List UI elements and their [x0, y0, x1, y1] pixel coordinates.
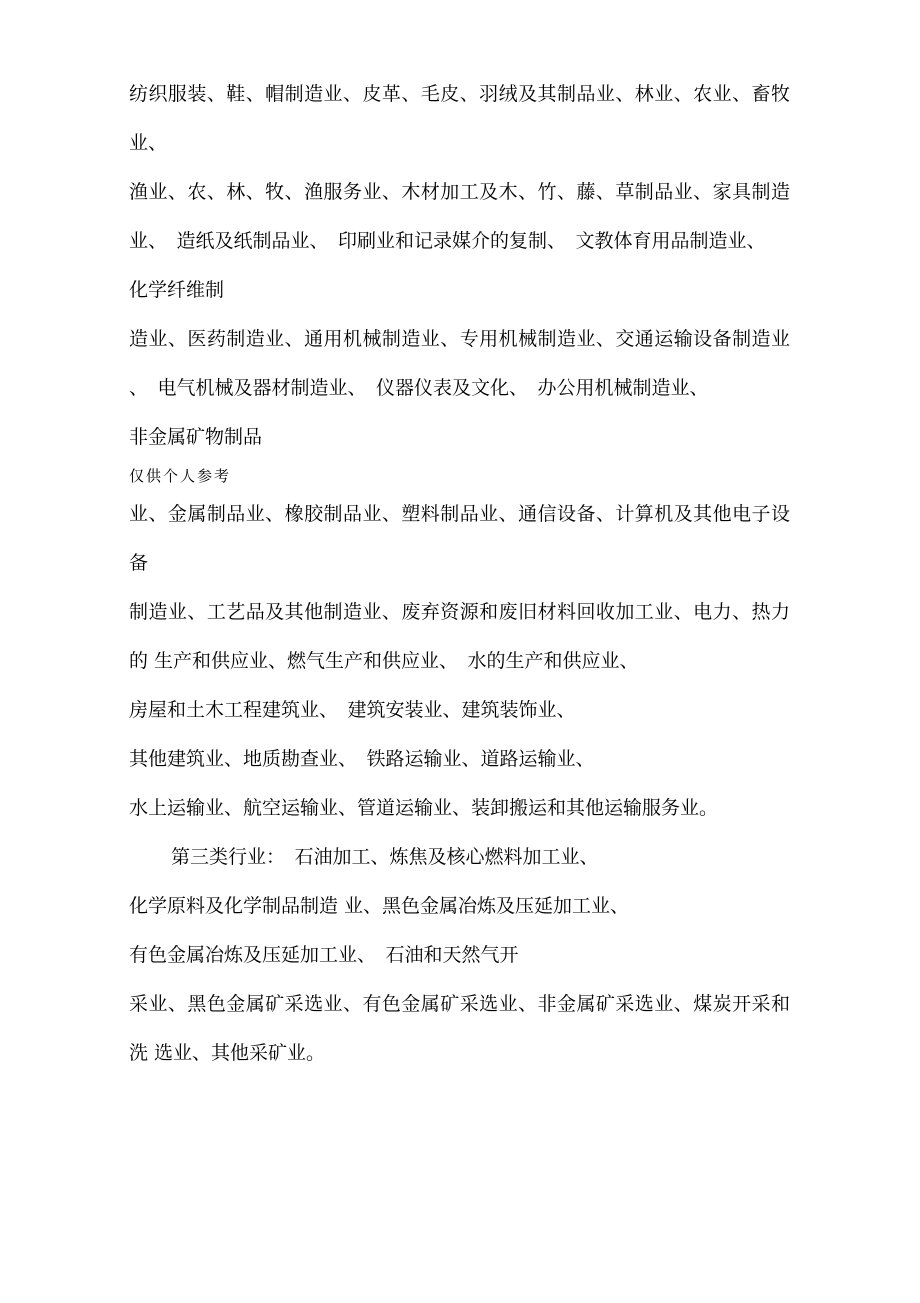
text-line: 制造业、工艺品及其他制造业、废弃资源和废旧材料回收加工业、电力、热力 [129, 601, 790, 623]
text-line: 化学原料及化学制品制造 业、黑色金属冶炼及压延加工业、 [129, 895, 630, 917]
text-line: 非金属矿物制品 [129, 426, 263, 448]
text-line: 业、 [129, 132, 168, 154]
text-line: 采业、黑色金属矿采选业、有色金属矿采选业、非金属矿采选业、煤炭开采和 [129, 993, 790, 1015]
text-line: 、 电气机械及器材制造业、 仪器仪表及文化、 办公用机械制造业、 [129, 377, 709, 399]
text-line: 的 生产和供应业、燃气生产和供应业、 水的生产和供应业、 [129, 650, 639, 672]
text-line: 有色金属冶炼及压延加工业、 石油和天然气开 [129, 944, 519, 966]
text-line: 水上运输业、航空运输业、管道运输业、装卸搬运和其他运输服务业。 [129, 797, 719, 819]
text-line: 化学纤维制 [129, 279, 225, 301]
document-body [129, 70, 790, 1078]
text-line: 纺织服装、鞋、帽制造业、皮革、毛皮、羽绒及其制品业、林业、农业、畜牧 [129, 83, 790, 105]
text-line: 业、金属制品业、橡胶制品业、塑料制品业、通信设备、计算机及其他电子设 [129, 503, 790, 525]
text-line: 业、 造纸及纸制品业、 印刷业和记录媒介的复制、 文教体育用品制造业、 [129, 230, 766, 252]
text-line: 备 [129, 552, 149, 574]
text-line-category-three: 第三类行业： 石油加工、炼焦及核心燃料加工业、 [171, 846, 599, 868]
text-line: 造业、医药制造业、通用机械制造业、专用机械制造业、交通运输设备制造业 [129, 328, 790, 350]
personal-reference-note: 仅供个人参考 [129, 467, 232, 485]
text-line: 房屋和土木工程建筑业、 建筑安装业、建筑装饰业、 [129, 699, 576, 721]
text-line: 渔业、农、林、牧、渔服务业、木材加工及木、竹、藤、草制品业、家具制造 [129, 181, 790, 203]
text-line: 洗 选业、其他采矿业。 [129, 1042, 326, 1064]
text-line: 其他建筑业、地质勘查业、 铁路运输业、道路运输业、 [129, 748, 595, 770]
